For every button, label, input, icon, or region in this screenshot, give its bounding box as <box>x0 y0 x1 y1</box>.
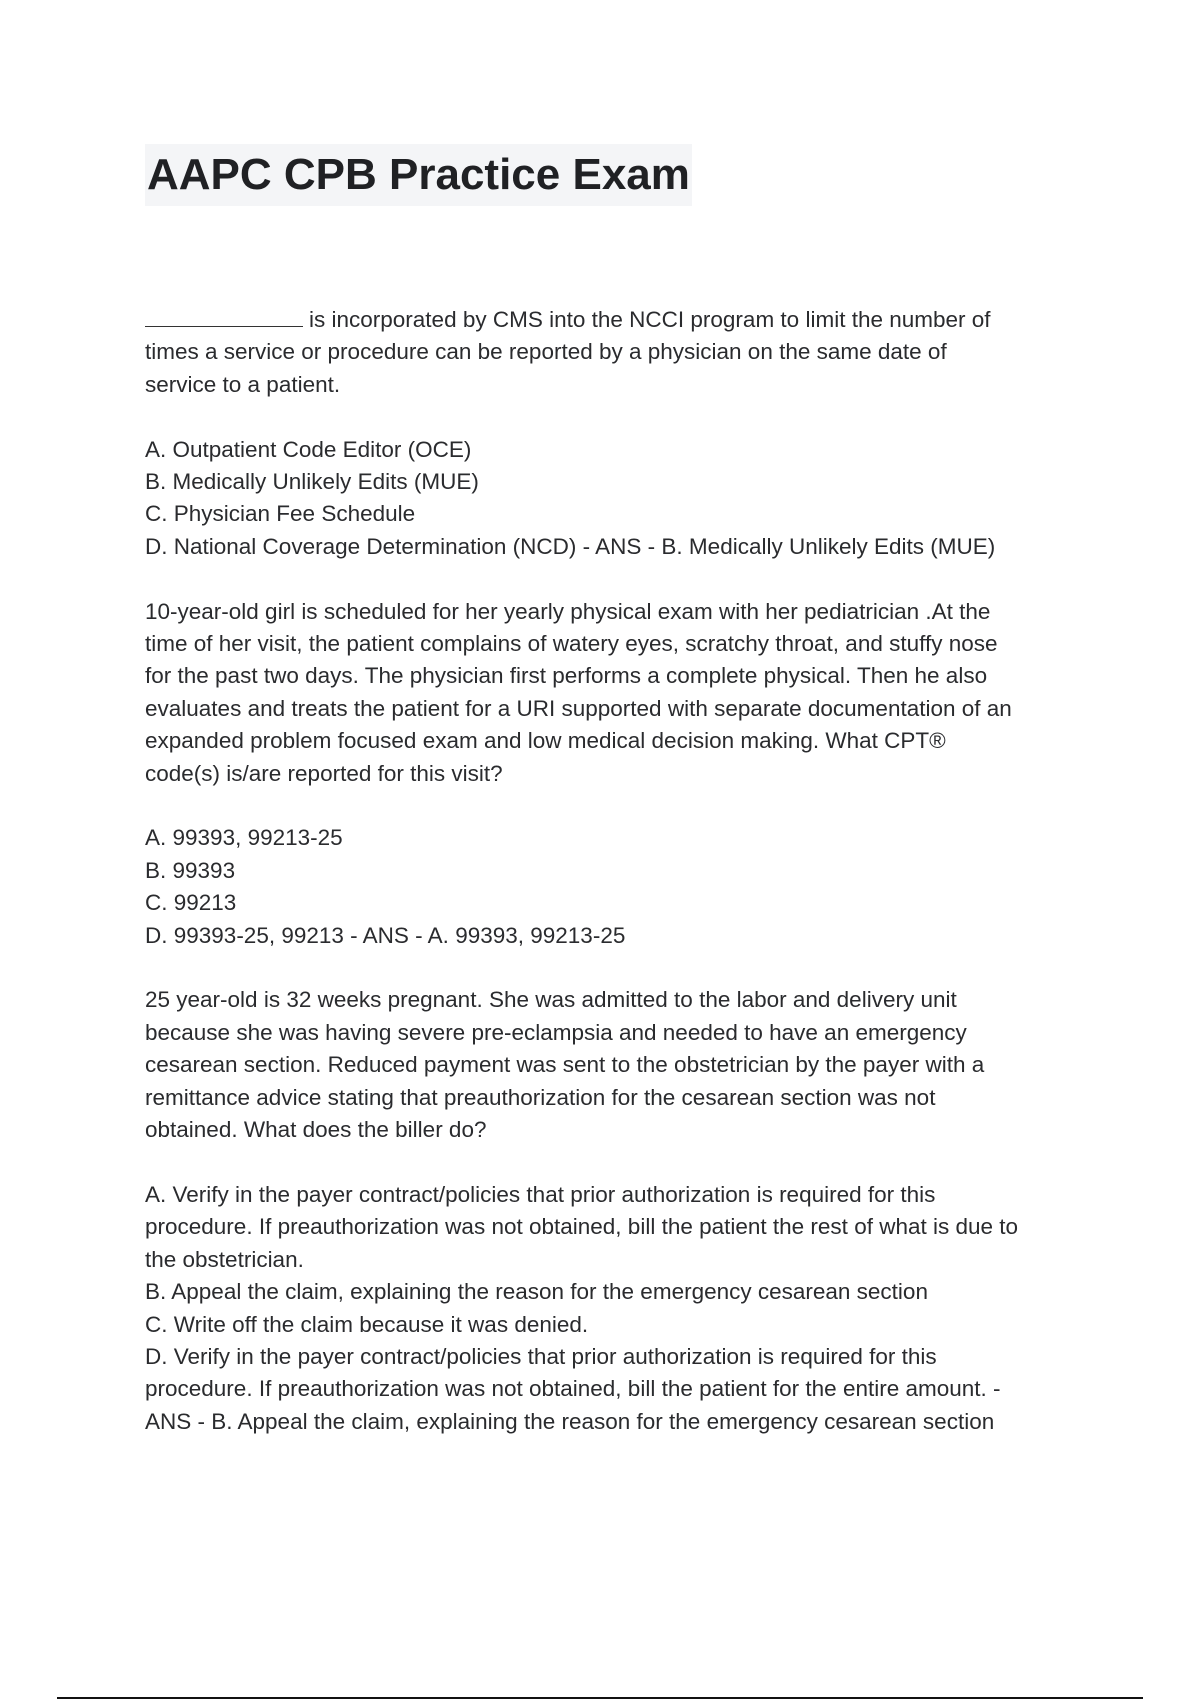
question-3-option-b: B. Appeal the claim, explaining the reason for the emergency cesarean section <box>145 1279 928 1305</box>
question-3-stem-line-5: obtained. What does the biller do? <box>145 1117 487 1143</box>
question-1-stem-line-2: times a service or procedure can be reported by a physician on the same date of <box>145 339 947 365</box>
footer-divider <box>57 1697 1143 1699</box>
question-3-option-a-line-2: procedure. If preauthorization was not obtained, bill the patient the rest of what is due to <box>145 1214 1019 1240</box>
document-title: AAPC CPB Practice Exam <box>145 144 692 206</box>
question-2-stem <box>145 596 1095 790</box>
question-2-stem-line-1: 10-year-old girl is scheduled for her yearly physical exam with her pediatrician .At the <box>145 598 991 624</box>
question-2-stem-line-2: time of her visit, the patient complains of watery eyes, scratchy throat, and stuffy nose <box>145 631 998 657</box>
question-1-stem-line-1: is incorporated by CMS into the NCCI program to limit the number of <box>145 304 1095 336</box>
question-3-option-d-line-2: procedure. If preauthorization was not obtained, bill the patient for the entire amount. - <box>145 1376 1001 1402</box>
question-3-option-d-answer: ANS - B. Appeal the claim, explaining the reason for the emergency cesarean section <box>145 1408 995 1434</box>
question-2-option-b: B. 99393 <box>145 857 236 883</box>
question-1-option-d-answer: D. National Coverage Determination (NCD) - ANS - B. Medically Unlikely Edits (MUE) <box>145 533 996 559</box>
question-2-option-c: C. 99213 <box>145 890 237 916</box>
question-3-option-a-line-1: A. Verify in the payer contract/policies that prior authorization is required for this <box>145 1181 936 1207</box>
question-3-stem <box>145 984 1095 1146</box>
question-1-stem <box>145 304 1095 401</box>
question-2-stem-line-3: for the past two days. The physician first performs a complete physical. Then he also <box>145 663 988 689</box>
question-2-stem-line-6: code(s) is/are reported for this visit? <box>145 760 503 786</box>
fill-in-blank <box>145 304 303 327</box>
question-2-options <box>145 822 1095 952</box>
question-2-stem-line-4: evaluates and treats the patient for a URI supported with separate documentation of an <box>145 695 1012 721</box>
question-3-options <box>145 1179 1095 1438</box>
question-1-option-c: C. Physician Fee Schedule <box>145 501 416 527</box>
document-body <box>145 304 1095 1471</box>
question-3-stem-line-4: remittance advice stating that preauthorization for the cesarean section was not <box>145 1084 936 1110</box>
question-3-option-c: C. Write off the claim because it was denied. <box>145 1311 589 1337</box>
question-1-options <box>145 434 1095 564</box>
question-3-stem-line-1: 25 year-old is 32 weeks pregnant. She was admitted to the labor and delivery unit <box>145 987 957 1013</box>
question-3-option-d-line-1: D. Verify in the payer contract/policies that prior authorization is required for this <box>145 1343 937 1369</box>
question-1-stem-line-3: service to a patient. <box>145 371 341 397</box>
question-1-option-b: B. Medically Unlikely Edits (MUE) <box>145 469 479 495</box>
question-3-option-a-line-3: the obstetrician. <box>145 1246 304 1272</box>
question-2-option-a: A. 99393, 99213-25 <box>145 825 343 851</box>
question-2-option-d-answer: D. 99393-25, 99213 - ANS - A. 99393, 99213-25 <box>145 922 626 948</box>
question-3-stem-line-3: cesarean section. Reduced payment was sent to the obstetrician by the payer with a <box>145 1052 985 1078</box>
question-1-option-a: A. Outpatient Code Editor (OCE) <box>145 436 472 462</box>
question-2-stem-line-5: expanded problem focused exam and low medical decision making. What CPT® <box>145 728 946 754</box>
question-3-stem-line-2: because she was having severe pre-eclampsia and needed to have an emergency <box>145 1019 967 1045</box>
